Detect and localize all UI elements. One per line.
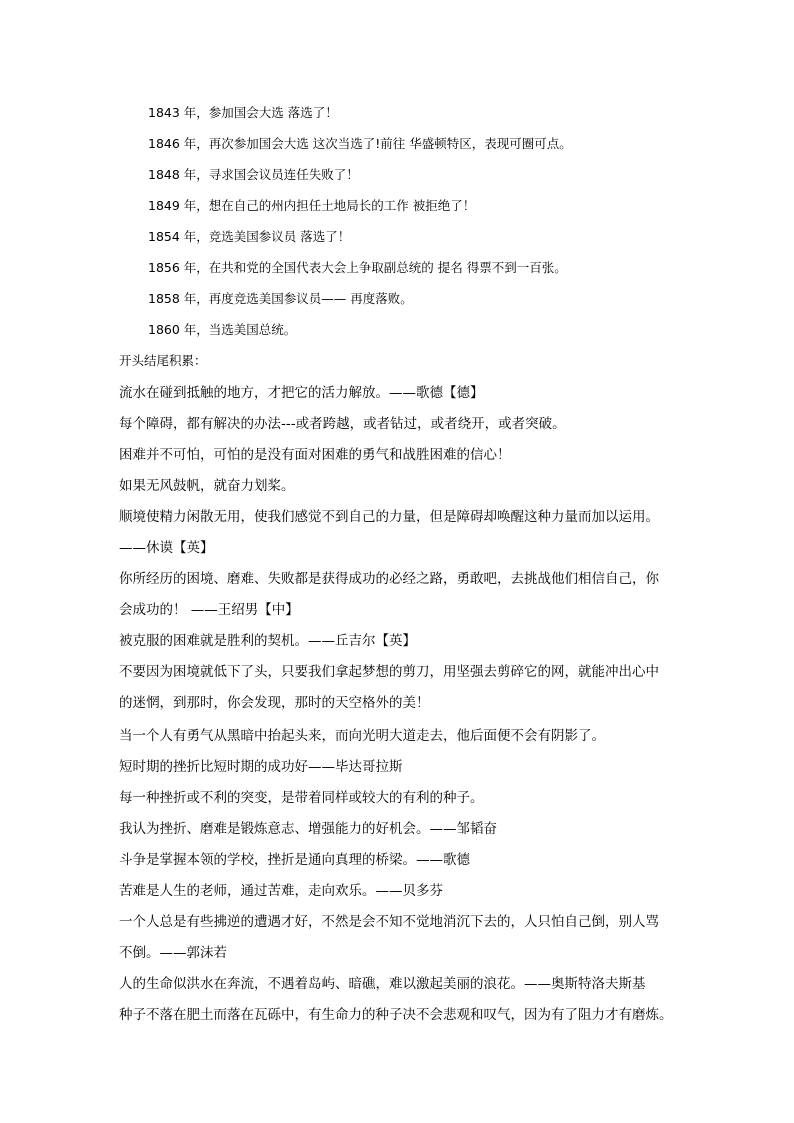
quote-line: 每一种挫折或不利的突变，是带着同样或较大的有利的种子。 [119,790,484,806]
quote-line: 如果无风鼓帆，就奋力划桨。 [119,478,295,494]
timeline-line: 1856 年，在共和党的全国代表大会上争取副总统的 提名 得票不到一百张。 [148,260,567,275]
quote-line: 每个障碍，都有解决的办法---或者跨越，或者钻过，或者绕开，或者突破。 [119,416,566,432]
quote-line: 你所经历的困境、磨难、失败都是获得成功的必经之路，勇敢吧，去挑战他们相信自己，你 [119,571,659,587]
quote-line: 我认为挫折、磨难是锻炼意志、增强能力的好机会。——邹韬奋 [119,821,497,837]
quote-line: 的迷惘，到那时，你会发现，那时的天空格外的美！ [119,695,430,711]
quote-line: ——休谟【英】 [119,540,214,556]
quote-line: 斗争是掌握本领的学校，挫折是通向真理的桥梁。——歌德 [119,852,470,868]
quote-line: 人的生命似洪水在奔流，不遇着岛屿、暗礁，难以激起美丽的浪花。——奥斯特洛夫斯基 [119,976,646,992]
timeline-line: 1849 年，想在自己的州内担任土地局长的工作 被拒绝了！ [148,198,476,213]
section-heading: 开头结尾积累： [119,353,207,368]
quote-line: 一个人总是有些拂逆的遭遇才好，不然是会不知不觉地消沉下去的，人只怕自己倒，别人骂 [119,914,659,930]
quote-line: 当一个人有勇气从黑暗中抬起头来，而向光明大道走去，他后面便不会有阴影了。 [119,728,605,744]
timeline-line: 1846 年，再次参加国会大选 这次当选了!前往 华盛顿特区，表现可圈可点。 [148,136,572,151]
quote-line: 会成功的！ ——王绍男【中】 [119,602,299,618]
quote-line: 不要因为困境就低下了头，只要我们拿起梦想的剪刀，用坚强去剪碎它的网，就能冲出心中 [119,664,659,680]
timeline-line: 1854 年，竞选美国参议员 落选了！ [148,229,351,244]
quote-line: 短时期的挫折比短时期的成功好——毕达哥拉斯 [119,759,403,775]
quote-line: 不倒。——郭沫若 [119,945,227,961]
quote-line: 种子不落在肥土而落在瓦砾中，有生命力的种子决不会悲观和叹气，因为有了阻力才有磨炼。 [119,1007,673,1023]
timeline-line: 1843 年，参加国会大选 落选了！ [148,105,338,120]
timeline-line: 1860 年，当选美国总统。 [148,322,297,337]
quote-line: 被克服的困难就是胜利的契机。——丘吉尔【英】 [119,633,416,649]
quote-line: 顺境使精力闲散无用，使我们感觉不到自己的力量，但是障碍却唤醒这种力量而加以运用。 [119,509,659,525]
quote-line: 困难并不可怕，可怕的是没有面对困难的勇气和战胜困难的信心！ [119,447,511,463]
quote-line: 流水在碰到抵触的地方，才把它的活力解放。——歌德【德】 [119,385,484,401]
timeline-line: 1858 年，再度竞选美国参议员—— 再度落败。 [148,291,413,306]
timeline-line: 1848 年，寻求国会议员连任失败了！ [148,167,359,182]
quote-line: 苦难是人生的老师，通过苦难，走向欢乐。——贝多芬 [119,883,443,899]
